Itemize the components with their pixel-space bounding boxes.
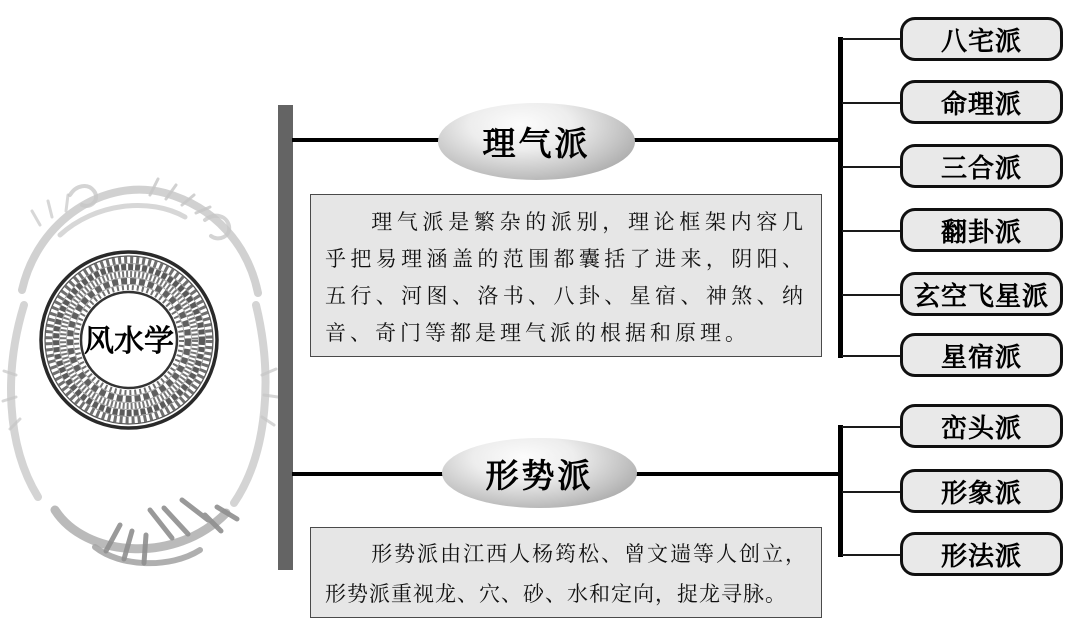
leaf-label: 翻卦派: [940, 217, 1022, 248]
branch-line: [842, 166, 900, 168]
leaf-label: 形象派: [940, 478, 1022, 509]
leaf-box: [900, 17, 1063, 61]
branch-line: [842, 426, 900, 428]
leaf-box: [900, 404, 1063, 448]
branch-label: 形势派: [485, 455, 594, 495]
leaf-label: 玄空飞星派: [913, 281, 1049, 312]
branch-line: [842, 38, 900, 40]
branch-line: [842, 102, 900, 104]
leaf-label: 八宅派: [940, 26, 1022, 57]
root-trunk-bar: [278, 105, 293, 570]
root-label: 风水学: [84, 324, 174, 359]
leaf-box: [900, 144, 1063, 188]
liqi-description-panel: [310, 194, 822, 357]
branch-line: [842, 491, 900, 493]
liqi-children-trunk: [838, 37, 843, 358]
branch-node-xingshi: [442, 438, 637, 508]
branch-line: [842, 230, 900, 232]
leaf-label: 形法派: [940, 541, 1022, 572]
branch-label: 理气派: [482, 124, 591, 163]
leaf-box: [900, 532, 1063, 576]
compass-dial: [41, 252, 217, 428]
leaf-box: [900, 333, 1063, 377]
description-text: 理气派是繁杂的派别，理论框架内容几乎把易理涵盖的范围都囊括了进来，阴阳、五行、河图、洛书、八卦、星宿、神煞、纳音、奇门等都是理气派的根据和原理。: [325, 210, 807, 345]
leaf-box: [900, 272, 1063, 316]
leaf-box: [900, 80, 1063, 124]
leaf-box: [900, 469, 1063, 513]
leaf-box: [900, 208, 1063, 252]
branch-line: [842, 355, 900, 357]
branch-line: [842, 554, 900, 556]
leaf-label: 命理派: [940, 89, 1022, 120]
xingshi-description-panel: [310, 527, 822, 618]
leaf-label: 峦头派: [940, 413, 1022, 444]
leaf-label: 星宿派: [940, 342, 1022, 373]
leaf-label: 三合派: [940, 153, 1022, 184]
branch-line: [842, 294, 900, 296]
description-text: 形势派由江西人杨筠松、曾文遄等人创立，形势派重视龙、穴、砂、水和定向，捉龙寻脉。: [325, 542, 807, 606]
branch-node-liqi: [438, 103, 635, 180]
luopan-compass-illustration: [0, 165, 280, 627]
